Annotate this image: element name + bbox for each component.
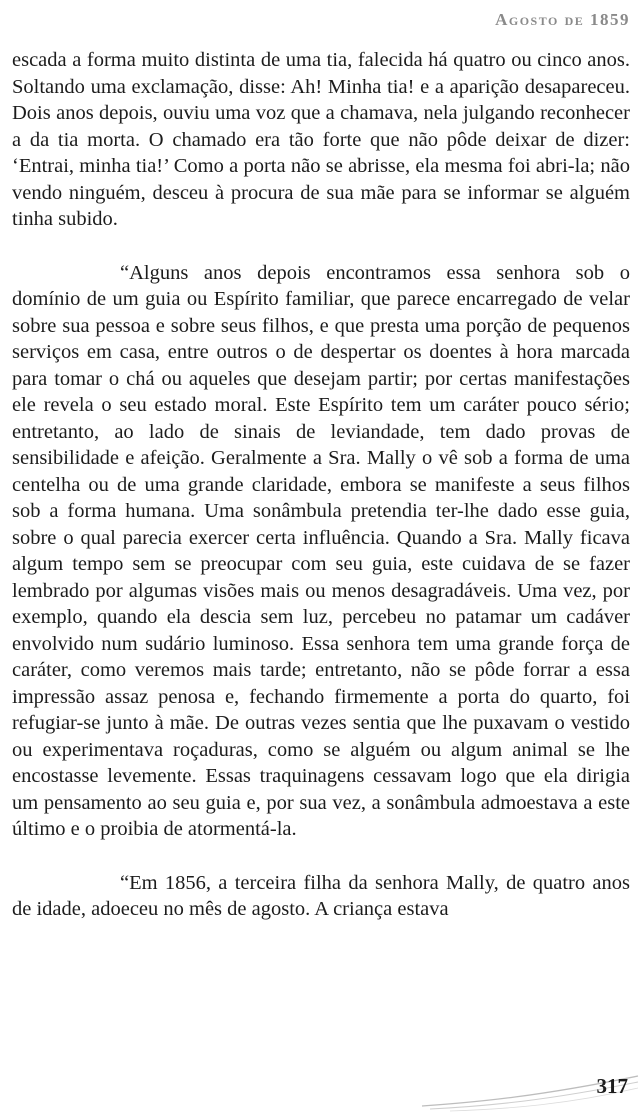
paragraph-1: escada a forma muito distinta de uma tia, falecida há quatro ou cinco anos. Soltando uma exclamação, disse: Ah! Minha tia! e a aparição desapareceu. Dois anos depois, ouviu uma voz que a chamava, nela julgando reconhecer a da tia morta. O chamado era tão forte que não pôde deixar de dizer: ‘Entrai, minha tia!’ Como a porta não se abrisse, ela mesma foi abri-la; não vendo ninguém, desceu à procura de sua mãe para se informar se alguém tinha subido. xyxy=(12,49,630,230)
paragraph-gap xyxy=(12,233,630,260)
running-header: Agosto de 1859 xyxy=(495,10,630,29)
paragraph-3: “Em 1856, a terceira filha da senhora Mally, de quatro anos de idade, adoeceu no mês de agosto. A criança estava xyxy=(12,871,630,920)
body-text xyxy=(12,47,630,923)
paragraph-gap xyxy=(12,843,630,870)
page-number: 317 xyxy=(596,1074,628,1098)
paragraph-2: “Alguns anos depois encontramos essa senhora sob o domínio de um guia ou Espírito familiar, que parece encarregado de velar sobre sua pessoa e sobre seus filhos, e que presta uma porção de pequenos serviços em casa, entre outros o de despertar os doentes à hora marcada para tomar o chá ou aqueles que desejam partir; por certas manifestações ele revela o seu estado moral. Este Espírito tem um caráter pouco sério; entretanto, ao lado de sinais de leviandade, tem dado provas de sensibilidade e afeição. Geralmente a Sra. Mally o vê sob a forma de uma centelha ou de uma grande claridade, embora se manifeste a seus filhos sob a forma humana. Uma sonâmbula pretendia ter-lhe dado esse guia, sobre o qual parecia exercer certa influência. Quando a Sra. Mally ficava algum tempo sem se preocupar com seu guia, este cuidava de se fazer lembrado por algumas visões mais ou menos desagradáveis. Uma vez, por exemplo, quando ela descia sem luz, percebeu no patamar um cadáver envolvido num sudário luminoso. Essa senhora tem uma grande força de caráter, como veremos mais tarde; entretanto, não se pôde forrar a essa impressão assaz penosa e, fechando firmemente a porta do quarto, foi refugiar-se junto à mãe. De outras vezes sentia que lhe puxavam o vestido ou experimentava roçaduras, como se alguém ou algum animal se lhe encostasse levemente. Essas traquinagens cessavam logo que ela dirigia um pensamento ao seu guia e, por sua vez, a sonâmbula admoestava a este último e o proibia de atormentá-la. xyxy=(12,261,630,840)
